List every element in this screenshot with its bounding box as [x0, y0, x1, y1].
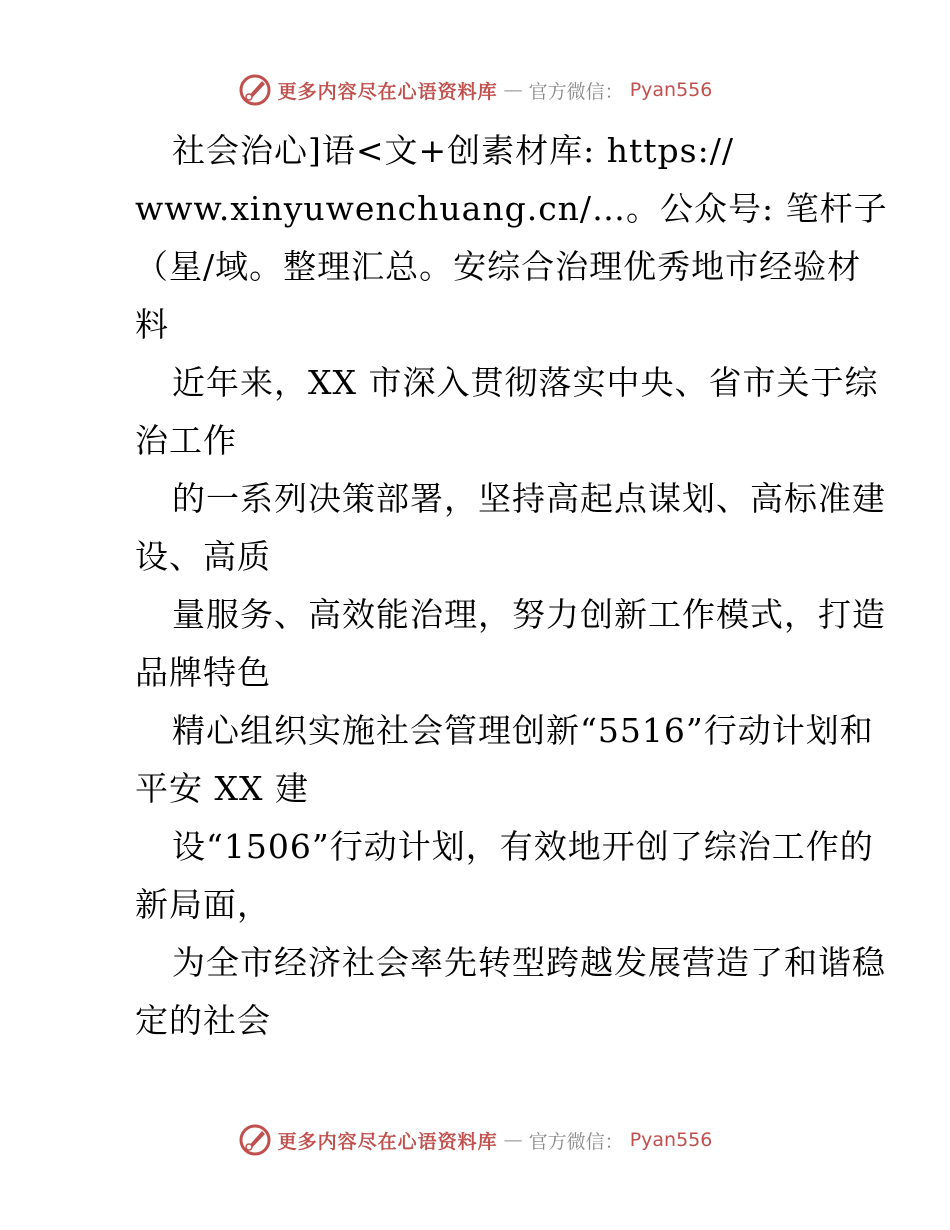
text-line: （星/域。整理汇总。安综合治理优秀地市经验材	[135, 247, 862, 286]
text-line: 的一系列决策部署，坚持高起点谋划、高标准建	[172, 479, 886, 518]
footer-banner	[0, 1120, 950, 1160]
document-body	[98, 122, 888, 1050]
text-line: 精心组织实施社会管理创新“5516”行动计划和	[172, 711, 874, 750]
paragraph	[98, 470, 886, 586]
paragraph	[98, 818, 874, 934]
paragraph	[98, 934, 886, 1050]
banner-wechat-label: 官方微信：	[528, 1130, 624, 1153]
paragraph	[98, 122, 888, 354]
paragraph	[98, 586, 886, 702]
text-line: www.xinyuwenchuang.cn/…。公众号: 笔杆子	[135, 189, 888, 228]
text-line: 新局面，	[135, 885, 271, 924]
quill-logo-icon	[238, 73, 272, 107]
text-line: 量服务、高效能治理，努力创新工作模式，打造	[172, 595, 886, 634]
paragraph	[98, 354, 879, 470]
text-line: 平安 XX 建	[135, 769, 309, 808]
text-line: 为全市经济社会率先转型跨越发展营造了和谐稳	[172, 943, 886, 982]
text-line: 设、高质	[135, 537, 271, 576]
text-line: 社会治心]语<文+创素材库: https://	[172, 131, 734, 170]
text-line: 近年来，XX 市深入贯彻落实中央、省市关于综	[172, 363, 879, 402]
banner-wechat-id: Pyan556	[629, 1129, 713, 1151]
quill-logo-icon	[238, 1123, 272, 1157]
text-line: 治工作	[135, 421, 237, 460]
banner-text: 更多内容尽在心语资料库	[277, 1130, 498, 1153]
text-line: 料	[135, 305, 169, 344]
text-line: 品牌特色	[135, 653, 271, 692]
banner-wechat-id: Pyan556	[629, 79, 713, 101]
banner-text: 更多内容尽在心语资料库	[277, 80, 498, 103]
banner-wechat-label: 官方微信：	[528, 80, 624, 103]
banner-dash: —	[503, 1129, 523, 1151]
header-banner	[0, 70, 950, 110]
banner-dash: —	[503, 79, 523, 101]
paragraph	[98, 702, 874, 818]
text-line: 定的社会	[135, 1001, 271, 1040]
text-line: 设“1506”行动计划，有效地开创了综治工作的	[172, 827, 874, 866]
